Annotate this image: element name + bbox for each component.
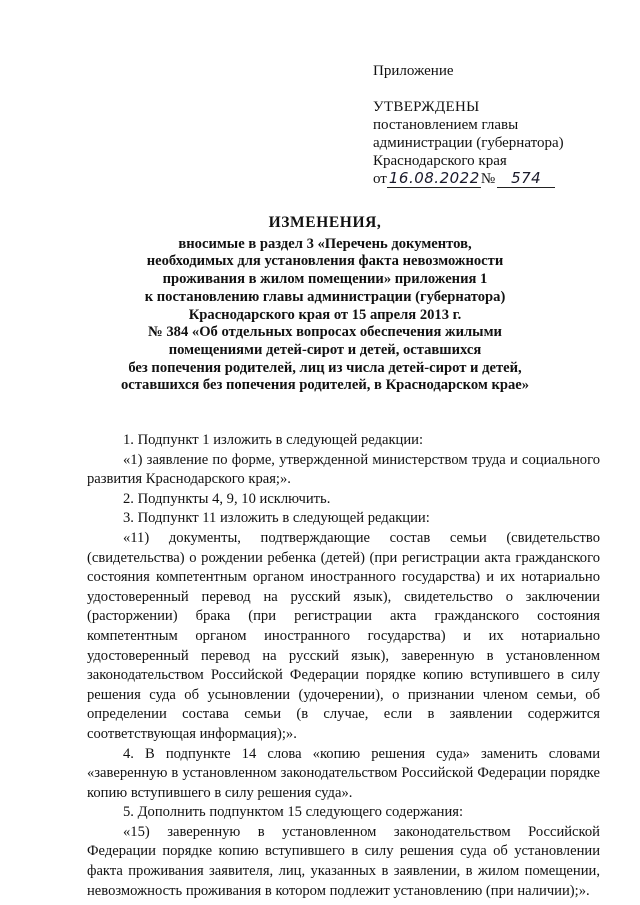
handwritten-number: 574 [497, 170, 555, 188]
body-paragraph: 3. Подпункт 11 изложить в следующей редакции: [123, 510, 430, 527]
decree-line: администрации (губернатора) [373, 135, 564, 151]
handwritten-date: 16.08.2022 [388, 169, 480, 187]
decree-line: Краснодарского края [373, 153, 507, 169]
title-line: к постановлению главы администрации (губернатора) [144, 288, 506, 305]
title-line: необходимых для установления факта невозможности [146, 253, 504, 270]
title-line: Краснодарского края от 15 апреля 2013 г. [188, 306, 462, 323]
body-paragraph: 4. В подпункте 14 слова «копию решения суда» заменить словами «заверенную в установленном законодательством Российской Федерации порядке копию вступившего в силу решения суда». [87, 745, 600, 801]
title-heading: ИЗМЕНЕНИЯ, [268, 214, 382, 231]
title-line: проживания в жилом помещении» приложения 1 [162, 271, 488, 288]
body-paragraph: «15) заверенную в установленном законодательством Российской Федерации порядке копию вступившего в силу решения суда об установлении факта проживания заявителя, лиц, указанных в заявлении, в жилом помещении, невозможность проживания в котором подлежит установлению (при наличии);». [87, 823, 600, 899]
title-line: оставшихся без попечения родителей, в Краснодарском крае» [120, 377, 530, 394]
title-line: помещениями детей-сирот и детей, оставшихся [168, 341, 482, 358]
title-line: вносимые в раздел 3 «Перечень документов, [178, 235, 472, 252]
title-line: без попечения родителей, лиц из числа детей-сирот и детей, [128, 359, 522, 376]
document-title [110, 214, 540, 395]
appendix-label: Приложение [373, 63, 454, 79]
body-paragraph: 1. Подпункт 1 изложить в следующей редакции: [123, 432, 424, 448]
title-line: № 384 «Об отдельных вопросах обеспечения жилыми [148, 324, 502, 341]
from-label: от [373, 171, 387, 187]
number-label: № [480, 171, 496, 187]
approved-label: УТВЕРЖДЕНЫ [373, 99, 480, 115]
approval-block [373, 62, 623, 188]
body-paragraph: «1) заявление по форме, утвержденной министерством труда и социального развития Краснодарского края;». [87, 451, 600, 488]
body-paragraph: 2. Подпункты 4, 9, 10 исключить. [123, 490, 331, 507]
body-paragraph: 5. Дополнить подпунктом 15 следующего содержания: [123, 804, 464, 821]
body-paragraph: «11) документы, подтверждающие состав семьи (свидетельство (свидетельства) о рождении ребенка (детей) (при регистрации акта гражданского состояния компетентным органом иностранного государства) и их нотариально удостоверенный перевод на русский язык), свидетельство о заключении (расторжении) брака (при регистрации акта гражданского состояния компетентным органом иностранного государства) и их нотариально удостоверенный перевод на русский язык), заверенную в установленном законодательством Российской Федерации порядке копию вступившего в силу решения суда об усыновлении (удочерении), о признании членом семьи, об определении состава семьи (в случае, если в заявлении содержится соответствующая информация);». [87, 529, 600, 742]
document-body [87, 431, 600, 901]
date-number-line [373, 170, 623, 188]
decree-line: постановлением главы [373, 117, 519, 133]
